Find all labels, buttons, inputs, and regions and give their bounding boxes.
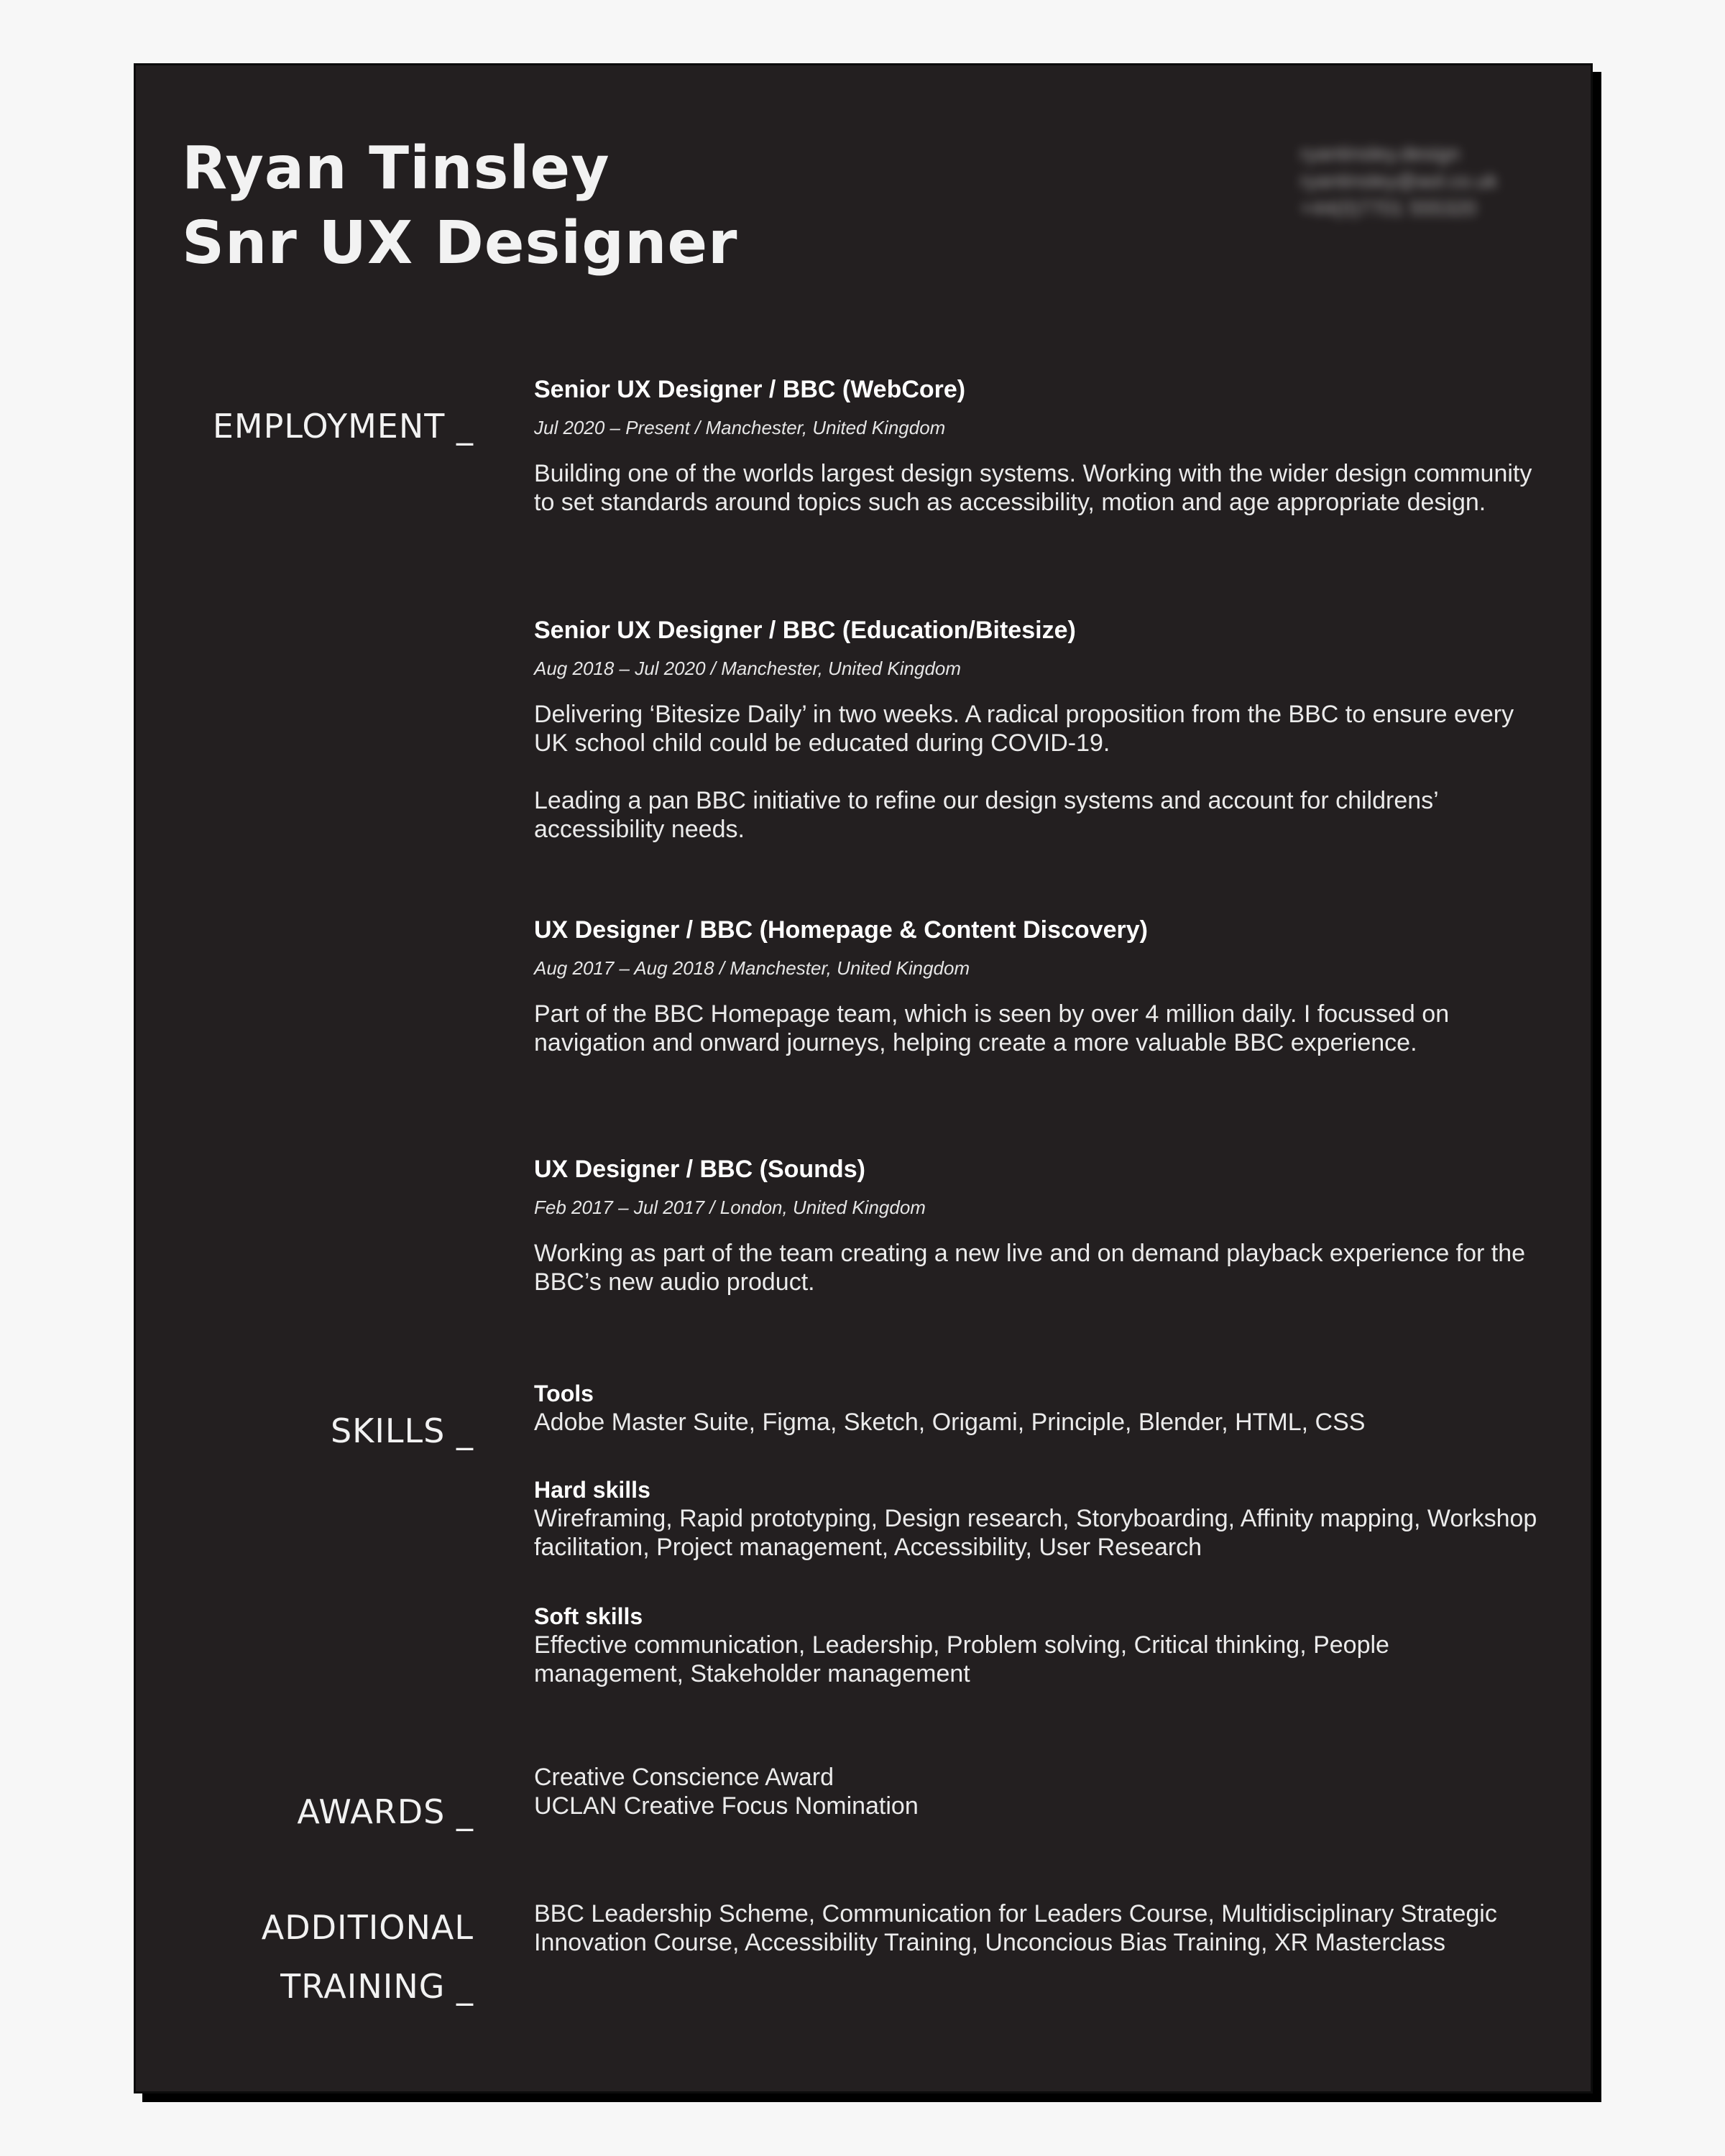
employment-label: EMPLOYMENT _ bbox=[212, 407, 474, 446]
job-paragraph: Building one of the worlds largest design systems. Working with the wider design community to set standards around topics such as accessibility, motion and age appropriate design. bbox=[534, 460, 1532, 516]
job-entry bbox=[534, 374, 1540, 517]
job-entry bbox=[534, 1154, 1540, 1296]
job-role: Snr UX Designer bbox=[182, 209, 738, 277]
job-description bbox=[534, 1000, 1540, 1057]
job-dates-location: Aug 2018 – Jul 2020 / Manchester, United Kingdom bbox=[534, 658, 962, 679]
skills-label: SKILLS _ bbox=[330, 1411, 474, 1450]
job-title: Senior UX Designer / BBC (Education/Bitesize) bbox=[534, 617, 1076, 644]
contact-details bbox=[1300, 140, 1497, 222]
training-label bbox=[262, 1898, 474, 2016]
job-description bbox=[534, 459, 1540, 517]
job-paragraph: Leading a pan BBC initiative to refine our design systems and account for childrens’ accessibility needs. bbox=[534, 787, 1438, 843]
job-paragraph: Delivering ‘Bitesize Daily’ in two weeks. A radical proposition from the BBC to ensure every UK school child could be educated during COVID-19. bbox=[534, 701, 1514, 757]
job-entry bbox=[534, 915, 1540, 1057]
training-label-line: ADDITIONAL bbox=[261, 1908, 474, 1947]
skill-group bbox=[534, 1602, 1540, 1688]
header-title bbox=[182, 132, 738, 281]
contact-email: ryantinsley@aol.co.uk bbox=[1300, 170, 1498, 192]
skill-heading: Tools bbox=[534, 1381, 594, 1406]
skill-heading: Hard skills bbox=[534, 1477, 650, 1503]
job-title: UX Designer / BBC (Homepage & Content Discovery) bbox=[534, 916, 1148, 944]
job-dates-location: Jul 2020 – Present / Manchester, United Kingdom bbox=[534, 417, 946, 438]
skill-group bbox=[534, 1379, 1540, 1437]
job-dates-location: Aug 2017 – Aug 2018 / Manchester, United Kingdom bbox=[534, 957, 970, 979]
awards-label: AWARDS _ bbox=[297, 1792, 474, 1831]
job-paragraph: Working as part of the team creating a new live and on demand playback experience for the BBC’s new audio product. bbox=[534, 1240, 1526, 1296]
training-label-line: TRAINING _ bbox=[280, 1967, 474, 2006]
job-entry bbox=[534, 615, 1540, 844]
job-dates-location: Feb 2017 – Jul 2017 / London, United Kingdom bbox=[534, 1197, 926, 1218]
skill-group bbox=[534, 1475, 1540, 1562]
skill-text: Wireframing, Rapid prototyping, Design research, Storyboarding, Affinity mapping, Workshop facilitation, Project management, Accessibility, User Research bbox=[534, 1505, 1537, 1561]
awards-list bbox=[534, 1763, 1540, 1820]
job-title: UX Designer / BBC (Sounds) bbox=[534, 1156, 865, 1183]
job-description bbox=[534, 700, 1540, 844]
job-description bbox=[534, 1239, 1540, 1296]
contact-phone: +44(0)7701 555320 bbox=[1300, 197, 1477, 219]
training-text: BBC Leadership Scheme, Communication for Leaders Course, Multidisciplinary Strategic Innovation Course, Accessibility Training, Unconcious Bias Training, XR Masterclass bbox=[534, 1900, 1497, 1956]
person-name: Ryan Tinsley bbox=[182, 134, 610, 203]
job-title: Senior UX Designer / BBC (WebCore) bbox=[534, 376, 966, 403]
award-item: Creative Conscience Award bbox=[534, 1764, 834, 1791]
award-item: UCLAN Creative Focus Nomination bbox=[534, 1792, 919, 1820]
skill-text: Effective communication, Leadership, Problem solving, Critical thinking, People management, Stakeholder management bbox=[534, 1631, 1389, 1687]
job-paragraph: Part of the BBC Homepage team, which is seen by over 4 million daily. I focussed on navigation and onward journeys, helping create a more valuable BBC experience. bbox=[534, 1000, 1450, 1056]
resume-page bbox=[134, 63, 1593, 2093]
skill-text: Adobe Master Suite, Figma, Sketch, Origami, Principle, Blender, HTML, CSS bbox=[534, 1409, 1366, 1436]
skill-heading: Soft skills bbox=[534, 1603, 643, 1629]
contact-website: ryantinsley.design bbox=[1300, 142, 1460, 165]
